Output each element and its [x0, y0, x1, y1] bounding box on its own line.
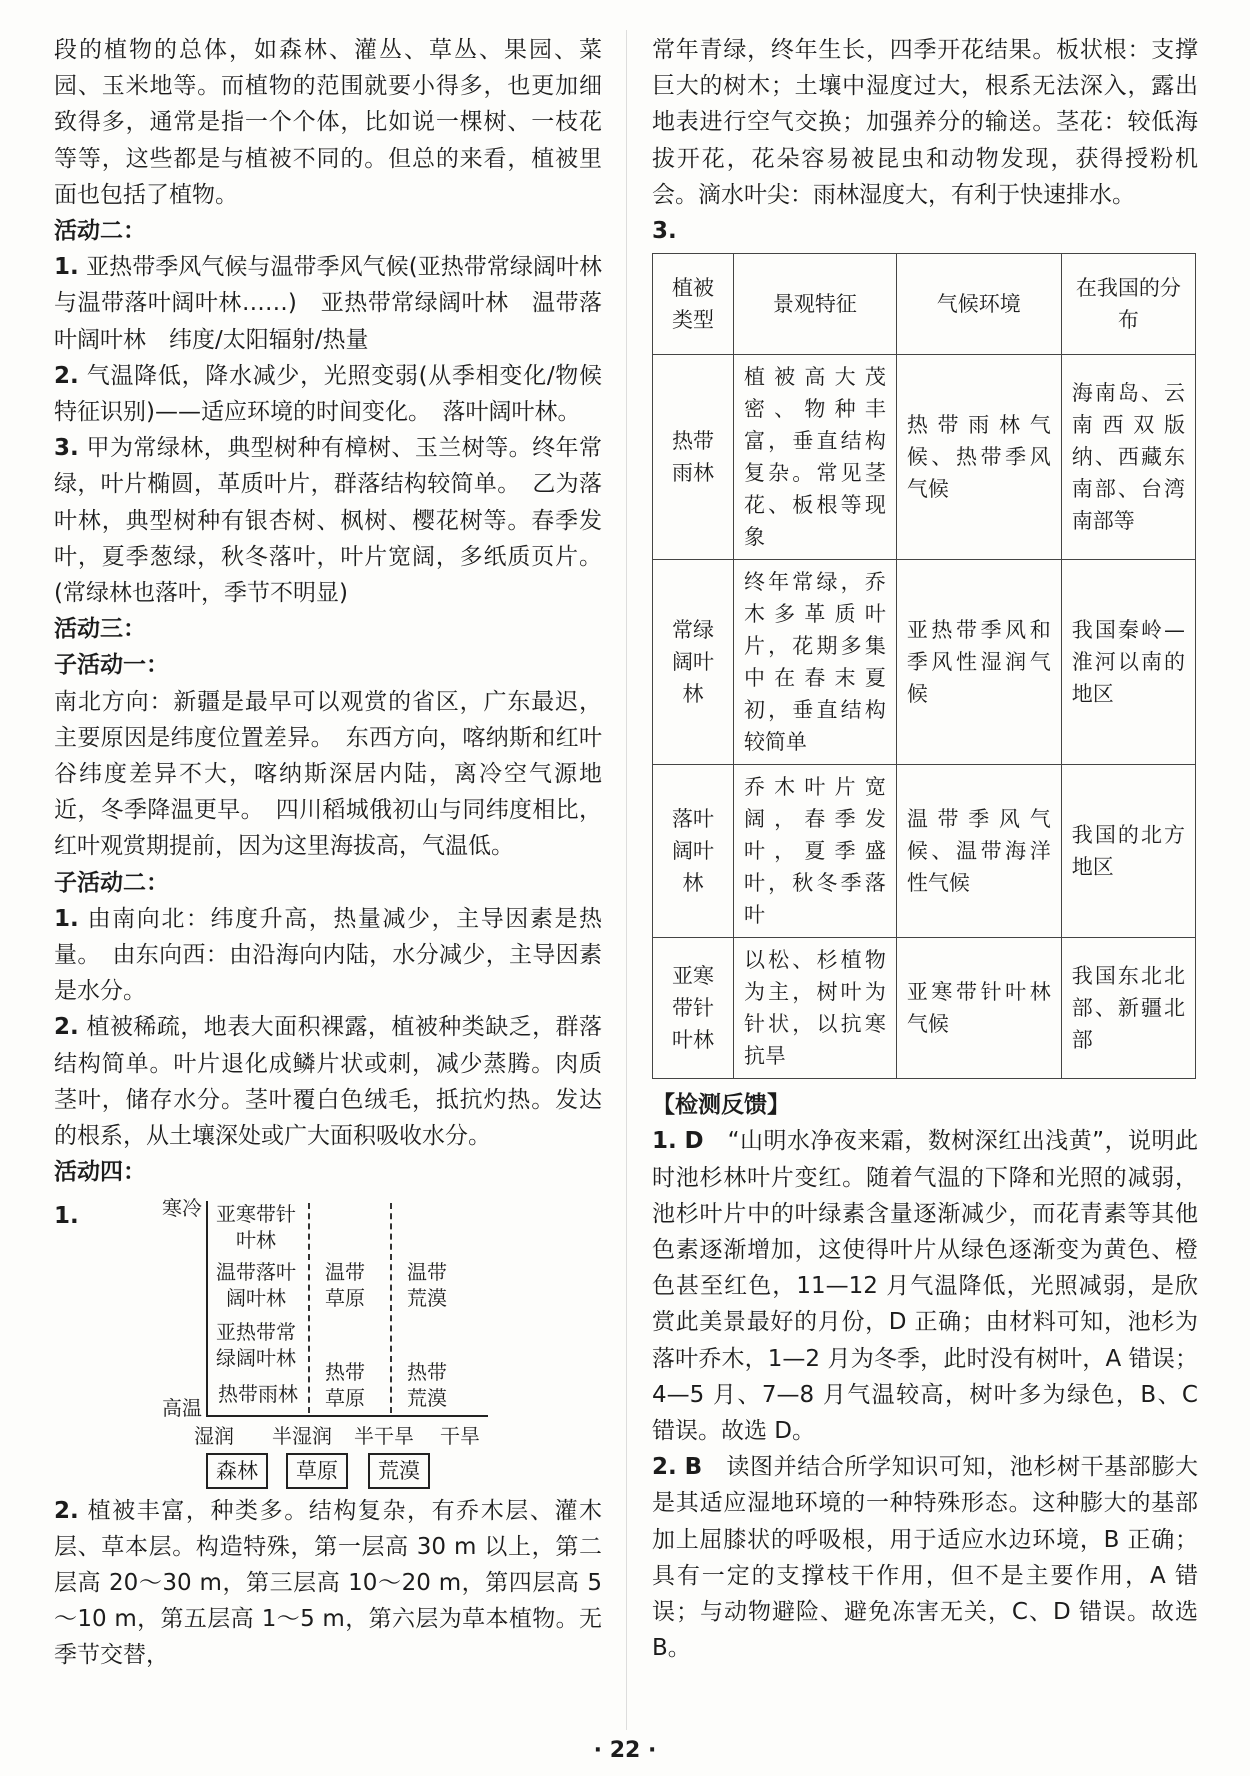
item-number: 2. [54, 1497, 79, 1524]
item-number: 1. [54, 905, 79, 932]
category-box-grassland: 草原 [286, 1453, 348, 1489]
feedback-item [652, 1449, 1198, 1666]
table-cell: 温带季风气候、温带海洋性气候 [896, 765, 1061, 938]
divider-dashed [390, 1203, 392, 1413]
table-cell: 亚热带季风和季风性湿润气候 [896, 560, 1061, 765]
divider-dashed [308, 1203, 310, 1413]
item-text: 植被丰富，种类多。结构复杂，有乔木层、灌木层、草本层。构造特殊，第一层高 30 m 以上，第二层高 20～30 m，第三层高 10～20 m，第四层高 5～10 m，第五层高 1～5 m，第六层为草本植物。无季节交替， [54, 1497, 603, 1669]
table-row [653, 560, 1196, 765]
activity4-item [54, 1493, 602, 1674]
item-number: 2. [54, 362, 79, 389]
table-header: 在我国的分布 [1061, 254, 1195, 355]
item-number: 2. [54, 1014, 79, 1041]
x-axis-label: 干旱 [440, 1423, 480, 1448]
activity2-heading: 活动二： [54, 218, 146, 245]
y-axis-top-label: 寒冷 [162, 1195, 202, 1220]
x-axis-label: 半湿润 [272, 1423, 332, 1448]
continued-text: 常年青绿，终年生长，四季开花结果。板状根：支撑巨大的树木；土壤中湿度过大，根系无法深入，露出地表进行空气交换；加强养分的输送。茎花：较低海拔开花，花朵容易被昆虫和动物发现，获得授粉机会。滴水叶尖：雨林湿度大，有利于快速排水。 [652, 37, 1198, 208]
table-cell: 我国秦岭—淮河以南的地区 [1061, 560, 1195, 765]
table-cell: 热带雨林气候、热带季风气候 [896, 355, 1061, 560]
activity4-heading: 活动四： [54, 1159, 146, 1186]
table-header: 植被类型 [653, 254, 734, 355]
x-axis [206, 1415, 488, 1417]
category-box-desert: 荒漠 [368, 1453, 430, 1489]
item-text: 读图并结合所学知识可知，池杉树干基部膨大是其适应湿地环境的一种特殊形态。这种膨大的基部加上屈膝状的呼吸根，用于适应水边环境，B 正确；具有一定的支撑枝干作用，但不是主要作用，A 错误；与动物避险、避免冻害无关，C、D 错误。故选 B。 [652, 1454, 1198, 1662]
right-column [652, 32, 1198, 1666]
table-header-row [653, 254, 1196, 355]
table-cell: 亚寒带针叶林气候 [896, 938, 1061, 1079]
table-cell: 我国东北北部、新疆北部 [1061, 938, 1195, 1079]
intro-paragraph: 段的植物的总体，如森林、灌丛、草丛、果园、菜园、玉米地等。而植物的范围就要小得多，也更加细致得多，通常是指一个个体，比如说一棵树、一枝花等等，这些都是与植被不同的。但总的来看，植被里面也包括了植物。 [54, 37, 602, 208]
zone-cell: 亚热带常绿阔叶林 [216, 1319, 296, 1370]
table-cell: 热带雨林 [653, 355, 734, 560]
page-number: · 22 · [593, 1738, 657, 1763]
table-cell: 海南岛、云南西双版纳、西藏东南部、台湾南部等 [1061, 355, 1195, 560]
activity2-item [54, 358, 602, 430]
item-text: 植被稀疏，地表大面积裸露，植被种类缺乏，群落结构简单。叶片退化成鳞片状或刺，减少蒸腾。肉质茎叶，储存水分。茎叶覆白色绒毛，抵抗灼热。发达的根系，从土壤深处或广大面积吸收水分。 [54, 1014, 603, 1150]
item-number: 1. [54, 1202, 79, 1229]
table-row [653, 765, 1196, 938]
zone-cell: 热带雨林 [218, 1381, 298, 1406]
vegetation-table [652, 253, 1196, 1079]
item-number: 1. [54, 254, 79, 281]
table-cell: 我国的北方地区 [1061, 765, 1195, 938]
activity2-item [54, 430, 602, 611]
zone-cell: 温带草原 [325, 1259, 365, 1310]
item-text: 甲为常绿林，典型树种有樟树、玉兰树等。终年常绿，叶片椭圆，革质叶片，群落结构较简单。 乙为落叶林，典型树种有银杏树、枫树、樱花树等。春季发叶，夏季葱绿，秋冬落叶，叶片宽阔，多纸质页片。(常绿林也落叶，季节不明显) [54, 435, 603, 607]
y-axis [206, 1201, 208, 1415]
column-divider [626, 30, 627, 1730]
left-column [54, 32, 602, 1674]
feedback-item [652, 1123, 1198, 1449]
y-axis-bottom-label: 高温 [162, 1395, 202, 1420]
table-cell: 亚寒带针叶林 [653, 938, 734, 1079]
sub-activity1-heading: 子活动一： [54, 652, 169, 679]
sub-activity1-text: 南北方向：新疆是最早可以观赏的省区，广东最迟，主要原因是纬度位置差异。 东西方向，喀纳斯和红叶谷纬度差异不大，喀纳斯深居内陆，离冷空气源地近，冬季降温更早。 四川稻城俄初山与同纬度相比，红叶观赏期提前，因为这里海拔高，气温低。 [54, 688, 602, 860]
item-number: 2. [652, 1454, 677, 1481]
table-cell: 落叶阔叶林 [653, 765, 734, 938]
sub-activity2-item [54, 1009, 602, 1154]
item-text: 由南向北：纬度升高，热量减少，主导因素是热量。 由东向西：由沿海向内陆，水分减少，主导因素是水分。 [54, 905, 603, 1005]
category-box-forest: 森林 [206, 1453, 268, 1489]
table-cell: 以松、杉植物为主，树叶为针状，以抗寒抗旱 [733, 938, 896, 1079]
zone-cell: 温带落叶阔叶林 [216, 1259, 296, 1310]
x-axis-label: 湿润 [194, 1423, 234, 1448]
item-text: 气温降低，降水减少，光照变弱(从季相变化/物候特征识别)——适应环境的时间变化。 落叶阔叶林。 [54, 362, 602, 426]
item-number: 3. [652, 218, 677, 245]
x-axis-label: 半干旱 [354, 1423, 414, 1448]
table-row [653, 938, 1196, 1079]
item-text: 亚热带季风气候与温带季风气候(亚热带常绿阔叶林与温带落叶阔叶林……) 亚热带常绿阔叶林 温带落叶阔叶林 纬度/太阳辐射/热量 [54, 254, 602, 353]
item-number: 3. [54, 435, 79, 462]
answer-letter: B [684, 1454, 703, 1481]
zone-cell: 热带草原 [325, 1359, 365, 1410]
table-cell: 终年常绿，乔木多革质叶片，花期多集中在春末夏初，垂直结构较简单 [733, 560, 896, 765]
item-number: 1. [652, 1128, 677, 1155]
activity2-item [54, 249, 602, 358]
vegetation-diagram [54, 1195, 602, 1487]
sub-activity2-item [54, 901, 602, 1010]
table-row [653, 355, 1196, 560]
activity3-heading: 活动三： [54, 616, 146, 643]
table-cell: 常绿阔叶林 [653, 560, 734, 765]
table-cell: 植被高大茂密、物种丰富，垂直结构复杂。常见茎花、板根等现象 [733, 355, 896, 560]
zone-cell: 亚寒带针叶林 [216, 1201, 296, 1252]
feedback-heading: 【检测反馈】 [652, 1092, 790, 1119]
table-header: 景观特征 [733, 254, 896, 355]
table-cell: 乔木叶片宽阔，春季发叶，夏季盛叶，秋冬季落叶 [733, 765, 896, 938]
zone-cell: 温带荒漠 [407, 1259, 447, 1310]
table-header: 气候环境 [896, 254, 1061, 355]
sub-activity2-heading: 子活动二： [54, 869, 169, 896]
item-text: “山明水净夜来霜，数树深红出浅黄”，说明此时池杉林叶片变红。随着气温的下降和光照的减弱，池杉叶片中的叶绿素含量逐渐减少，而花青素等其他色素逐渐增加，这使得叶片从绿色逐渐变为黄色、橙色甚至红色，11—12 月气温降低，光照减弱，是欣赏此美景最好的月份，D 正确；由材料可知，池杉为落叶乔木，1—2 月为冬季，此时没有树叶，A 错误；4—5 月、7—8 月气温较高，树叶多为绿色，B、C 错误。故选 D。 [652, 1128, 1199, 1445]
answer-letter: D [684, 1128, 704, 1155]
zone-cell: 热带荒漠 [407, 1359, 447, 1410]
